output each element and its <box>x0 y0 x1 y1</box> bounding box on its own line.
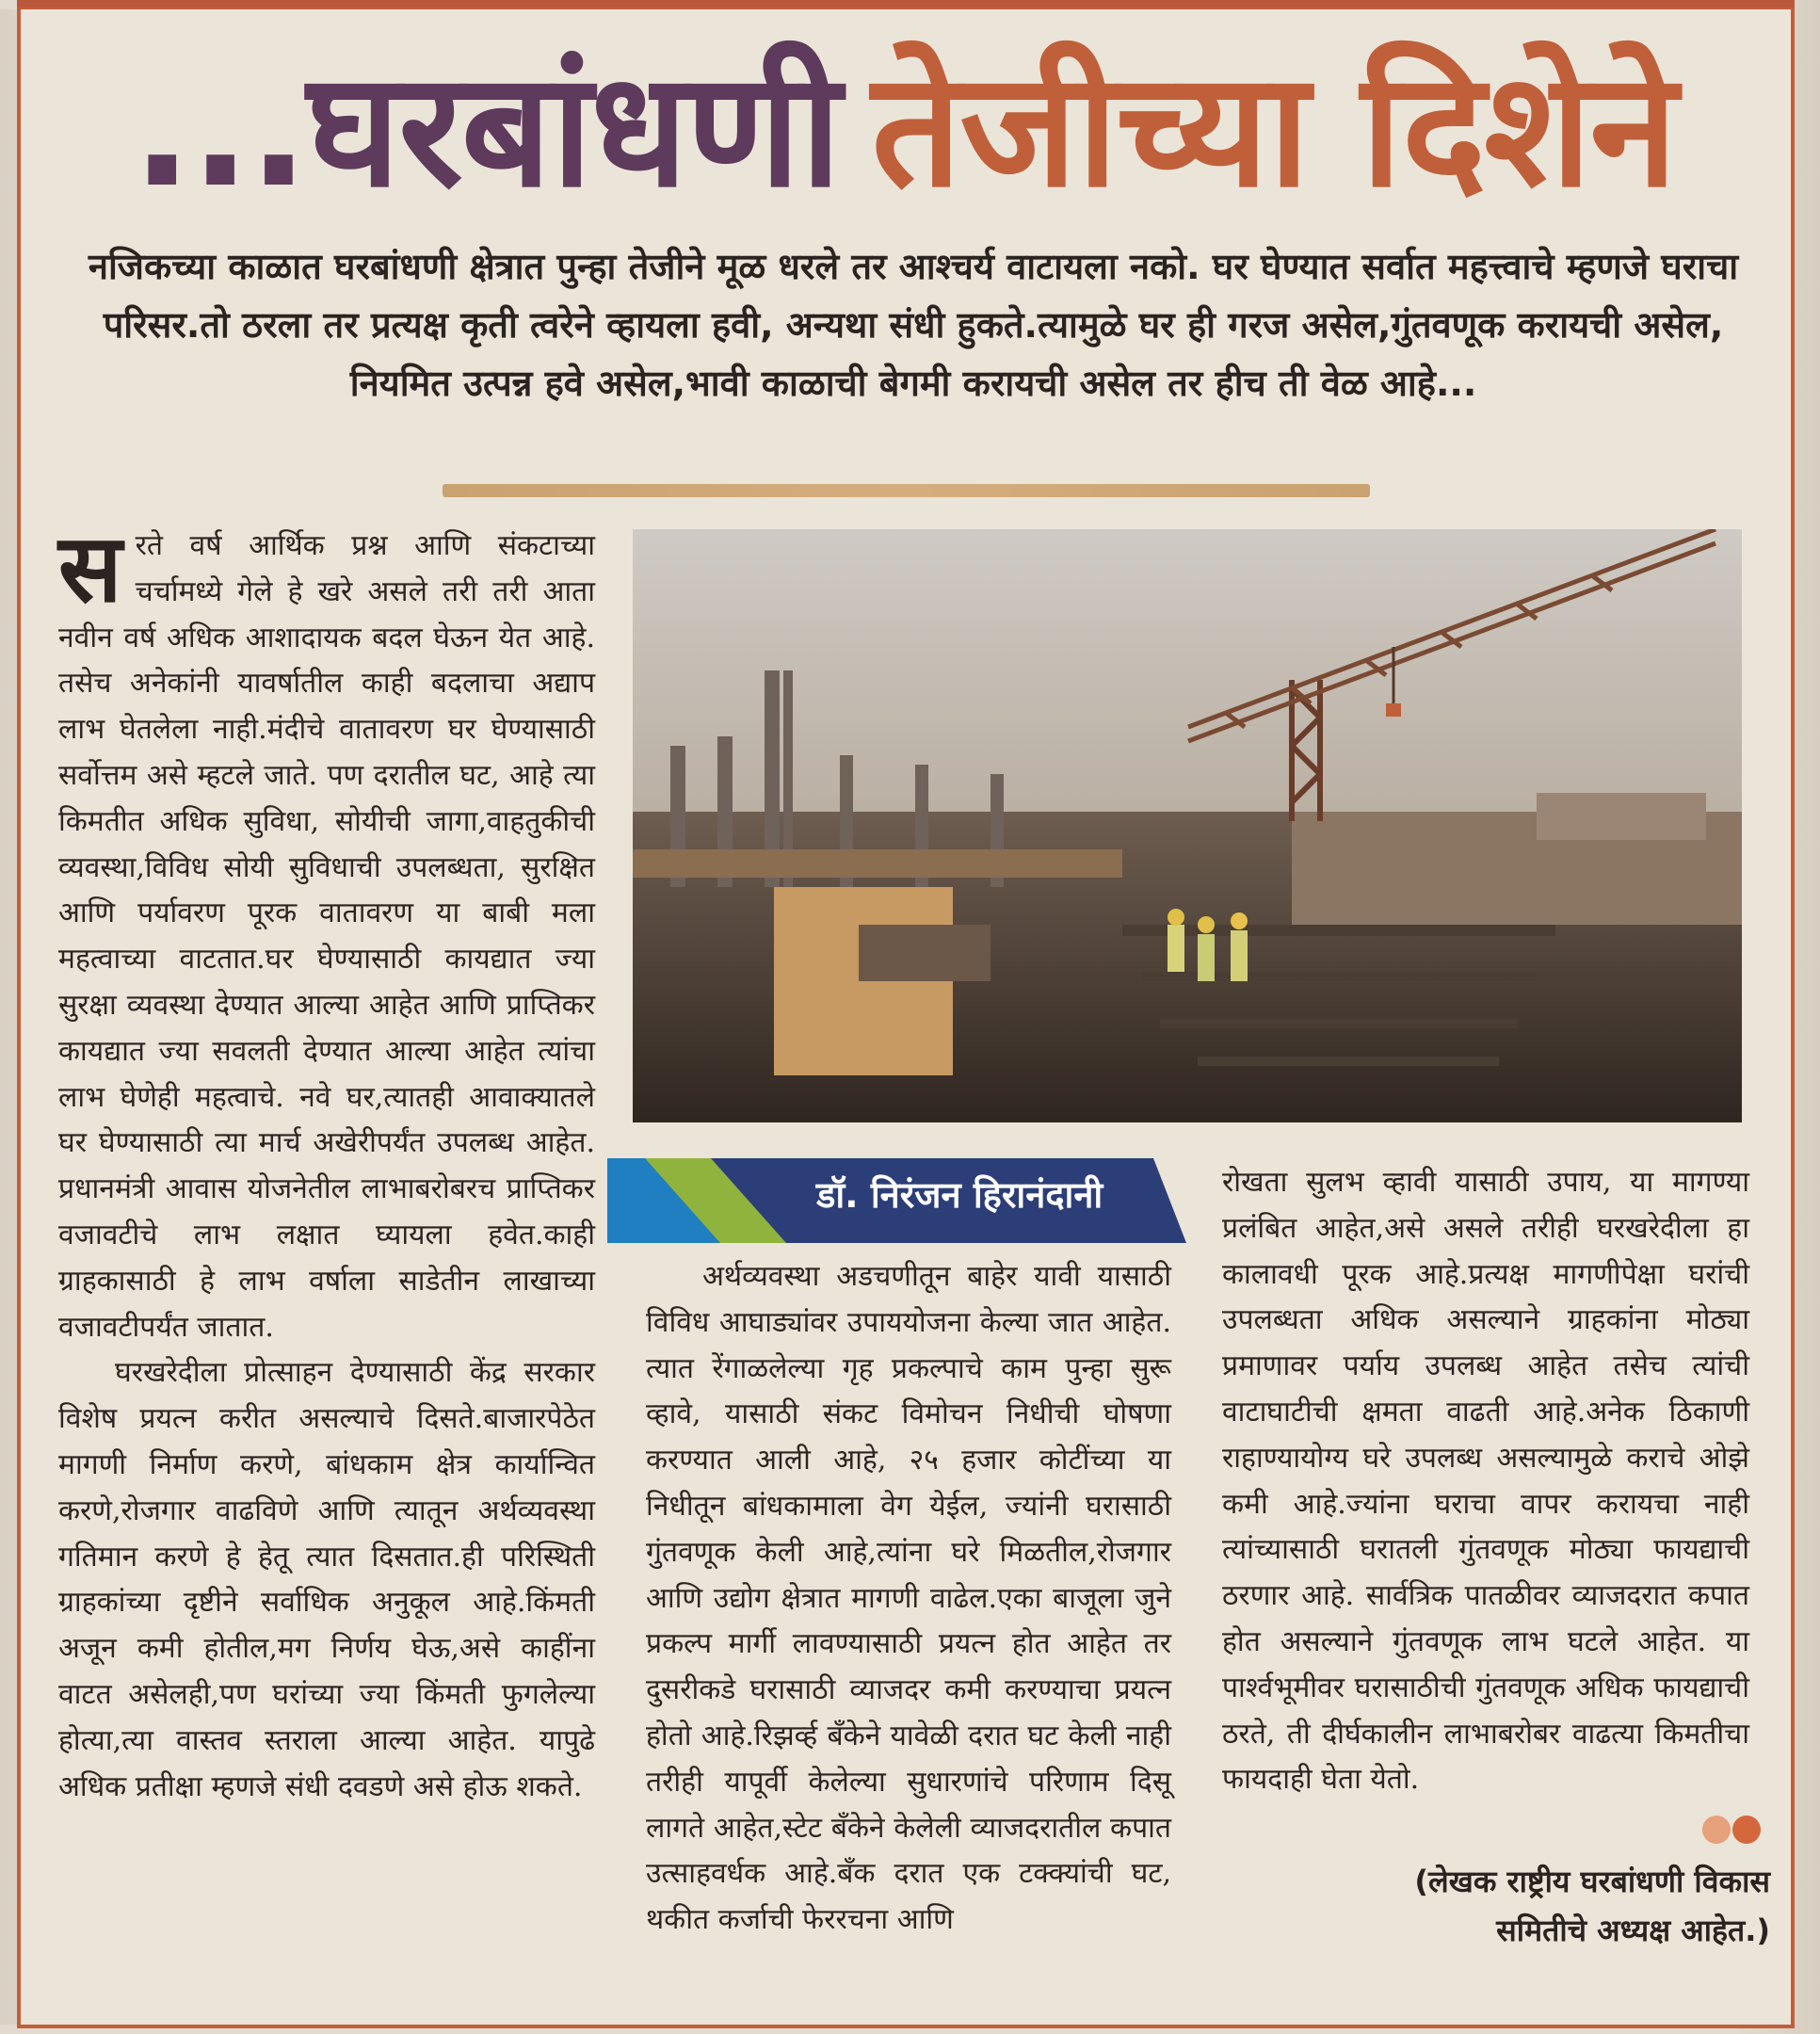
headline-part-2: तेजीच्या दिशेने <box>871 38 1676 222</box>
top-rule <box>17 0 1795 8</box>
construction-scene-illustration <box>633 529 1742 1122</box>
author-name: डॉ. निरंजन हिरानंदानी <box>816 1174 1103 1216</box>
column-1-paragraph-1: रते वर्ष आर्थिक प्रश्न आणि संकटाच्या चर्चामध्ये गेले हे खरे असले तरी तरी आता नवीन वर्ष अधिक आशादायक बदल घेऊन येत आहे. तसेच अनेकांनी यावर्षातील काही बदलाचा अद्याप लाभ घेतलेला नाही.मंदीचे वातावरण घर घेण्यासाठी सर्वोत्तम असे म्हटले जाते. पण दरातील घट, आहे त्या किमतीत अधिक सुविधा, सोयीची जागा,वाहतुकीची व्यवस्था,विविध सोयी सुविधाची उपलब्धता, सुरक्षित आणि पर्यावरण पूरक वातावरण या बाबी मला महत्वाच्या वाटतात.घर घेण्यासाठी कायद्यात ज्या सुरक्षा व्यवस्था देण्यात आल्या आहेत आणि प्राप्तिकर कायद्यात ज्या सवलती देण्यात आल्या आहेत त्यांचा लाभ घेणेही महत्वाचे. नवे घर,त्यातही आवाक्यातले घर घेण्यासाठी त्या मार्च अखेरीपर्यंत उपलब्ध आहेत. प्रधानमंत्री आवास योजनेतील लाभाबरोबरच प्राप्तिकर वजावटीचे लाभ लक्षात घ्यायला हवेत.काही ग्राहकासाठी हे लाभ वर्षाला साडेतीन लाखाच्या वजावटीपर्यंत जातात. <box>58 529 595 1344</box>
column-3-paragraph: रोखता सुलभ व्हावी यासाठी उपाय, या मागण्या प्रलंबित आहेत,असे असले तरीही घरखरेदीला हा कालावधी पूरक आहे.प्रत्यक्ष मागणीपेक्षा घरांची उपलब्धता अधिक असल्याने ग्राहकांना मोठ्या प्रमाणावर पर्याय उपलब्ध आहेत तसेच त्यांची वाटाघाटीची क्षमता वाढती आहे.अनेक ठिकाणी राहाण्यायोग्य घरे उपलब्ध असल्यामुळे कराचे ओझे कमी आहे.ज्यांना घराचा वापर करायचा नाही त्यांच्यासाठी घरातली गुंतवणूक मोठ्या फायद्याची ठरणार आहे. सार्वत्रिक पातळीवर व्याजदरात कपात होत असल्याने गुंतवणूक लाभ घटले आहेत. या पार्श्वभूमीवर घरासाठीची गुंतवणूक अधिक फायद्याची ठरते, ती दीर्घकालीन लाभाबरोबर वाढत्या किमतीचा फायदाही घेता येतो. <box>1222 1166 1749 1797</box>
headline-part-1: ...घरबांधणी <box>132 38 840 222</box>
column-2 <box>646 1254 1171 1944</box>
drop-cap: स <box>58 512 122 623</box>
end-dot-light <box>1702 1816 1731 1844</box>
decorative-rule <box>443 484 1370 497</box>
author-byline-banner <box>607 1154 1186 1243</box>
author-note: (लेखक राष्ट्रीय घरबांधणी विकास समितीचे अध्यक्ष आहेत.) <box>1414 1864 1770 1948</box>
column-1-paragraph-2: घरखरेदीला प्रोत्साहन देण्यासाठी केंद्र सरकार विशेष प्रयत्न करीत असल्याचे दिसते.बाजारपेठेत मागणी निर्माण करणे, बांधकाम क्षेत्र कार्यान्वित करणे,रोजगार वाढविणे आणि त्यातून अर्थव्यवस्था गतिमान करणे हे हेतू त्यात दिसतात.ही परिस्थिती ग्राहकांच्या दृष्टीने सर्वाधिक अनुकूल आहे.किंमती अजून कमी होतील,मग निर्णय घेऊ,असे काहींना वाटत असेलही,पण घरांच्या ज्या किंमती फुगलेल्या होत्या,त्या वास्तव स्तराला आल्या आहेत. यापुढे अधिक प्रतीक्षा म्हणजे संधी दवडणे असे होऊ शकते. <box>58 1356 595 1803</box>
end-dot-dark <box>1732 1816 1761 1844</box>
intro-paragraph: नजिकच्या काळात घरबांधणी क्षेत्रात पुन्हा तेजीने मूळ धरले तर आश्चर्य वाटायला नको. घर घेण्यात सर्वात महत्त्वाचे म्हणजे घराचा परिसर.तो ठरला तर प्रत्यक्ष कृती त्वरेने व्हायला हवी, अन्यथा संधी हुकते.त्यामुळे घर ही गरज असेल,गुंतवणूक करायची असेल, नियमित उत्पन्न हवे असेल,भावी काळाची बेगमी करायची असेल तर हीच ती वेळ आहे... <box>88 246 1739 404</box>
column-1 <box>58 512 595 1810</box>
column-3 <box>1222 1160 1749 1803</box>
end-of-article-dots <box>1702 1816 1761 1846</box>
construction-site-photo <box>633 529 1742 1122</box>
column-2-paragraph: अर्थव्यवस्था अडचणीतून बाहेर यावी यासाठी विविध आघाड्यांवर उपाययोजना केल्या जात आहेत. त्यात रेंगाळलेल्या गृह प्रकल्पाचे काम पुन्हा सुरू व्हावे, यासाठी संकट विमोचन निधीची घोषणा करण्यात आली आहे, २५ हजार कोटींच्या या निधीतून बांधकामाला वेग येईल, ज्यांनी घरासाठी गुंतवणूक केली आहे,त्यांना घरे मिळतील,रोजगार आणि उद्योग क्षेत्रात मागणी वाढेल.एका बाजूला जुने प्रकल्प मार्गी लावण्यासाठी प्रयत्न होत आहेत तर दुसरीकडे घरासाठी व्याजदर कमी करण्याचा प्रयत्न होतो आहे.रिझर्व्ह बँकेने यावेळी दरात घट केली नाही तरीही यापूर्वी केलेल्या सुधारणांचे परिणाम दिसू लागते आहेत,स्टेट बँकेने केलेली व्याजदरातील कपात उत्साहवर्धक आहे.बँक दरात एक टक्क्यांची घट, थकीत कर्जाची फेररचना आणि <box>646 1260 1171 1937</box>
headline <box>38 36 1770 224</box>
